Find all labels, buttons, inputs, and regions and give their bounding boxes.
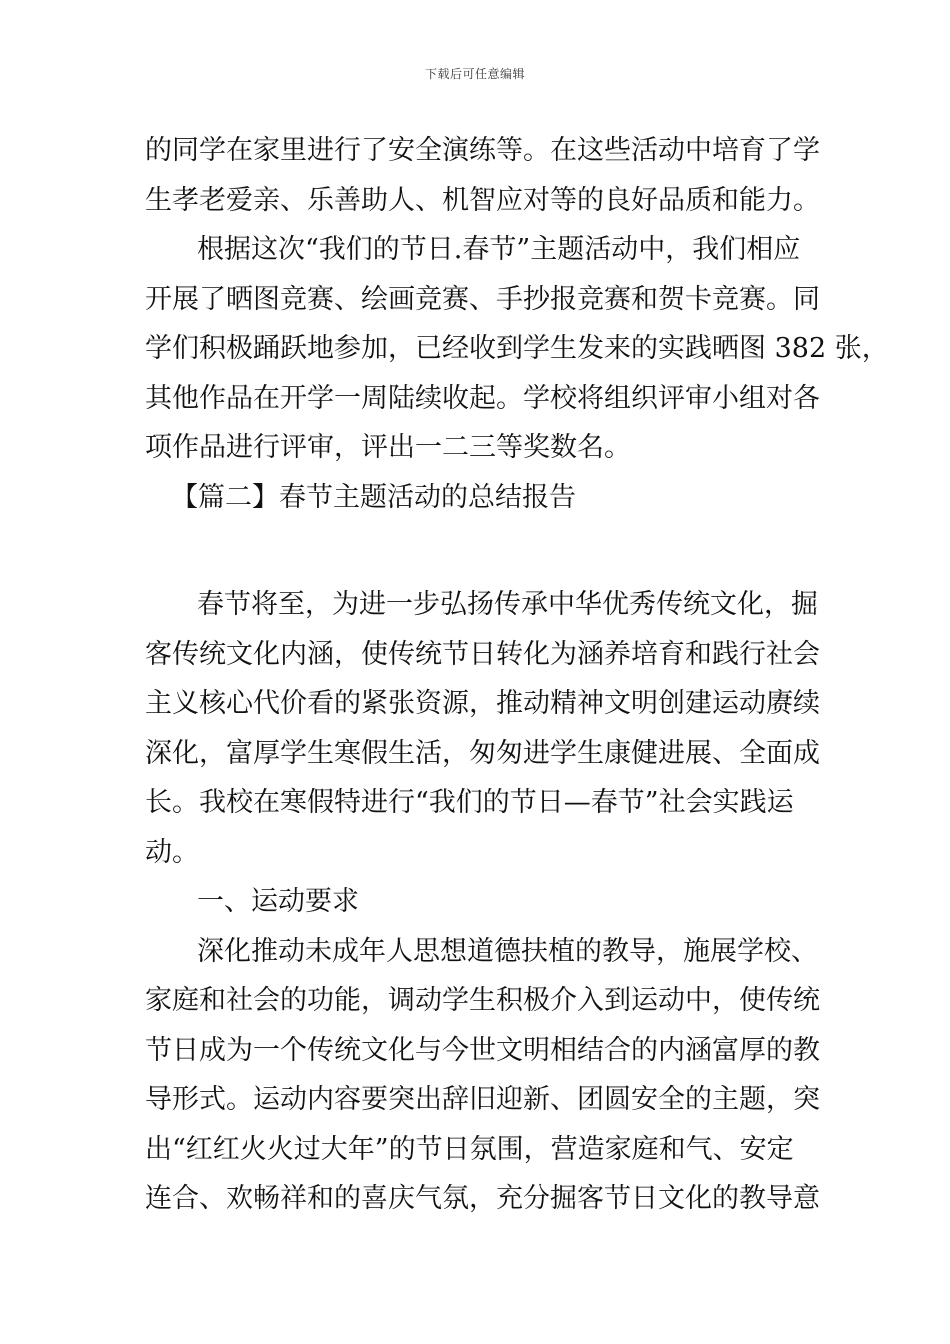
paragraph-line: 主义核心代价看的紧张资源，推动精神文明创建运动赓续	[145, 688, 820, 719]
paragraph-line: 客传统文化内涵，使传统节日转化为涵养培育和践行社会	[145, 638, 820, 670]
page-header-note: 下载后可任意编辑	[424, 67, 525, 81]
blank-space	[145, 522, 810, 580]
paragraph-line: 深化，富厚学生寒假生活，匆匆进学生康健进展、全面成	[145, 737, 820, 769]
paragraph-line: 的同学在家里进行了安全演练等。在这些活动中培育了学	[145, 135, 820, 166]
paragraph-line: 深化推动未成年人思想道德扶植的教导，施展学校、	[197, 935, 818, 967]
paragraph-line: 家庭和社会的功能，调动学生积极介入到运动中，使传统	[145, 985, 820, 1016]
paragraph-line: 出“红红火火过大年”的节日氛围，营造家庭和气、安定	[145, 1133, 794, 1165]
paragraph-line: 连合、欢畅祥和的喜庆气氛，充分掘客节日文化的教导意	[145, 1183, 820, 1214]
paragraph-line: 开展了晒图竞赛、绘画竞赛、手抄报竞赛和贺卡竞赛。同	[145, 283, 820, 315]
subsection-heading: 一、运动要求	[197, 886, 359, 917]
section-heading: 【篇二】春节主题活动的总结报告	[171, 481, 576, 513]
paragraph-line: 其他作品在开学一周陆续收起。学校将组织评审小组对各	[145, 382, 820, 414]
paragraph-line: 导形式。运动内容要突出辞旧迎新、团圆安全的主题，突	[145, 1084, 820, 1115]
paragraph-line: 生孝老爱亲、乐善助人、机智应对等的良好品质和能力。	[145, 184, 820, 216]
document-body	[145, 126, 889, 1224]
paragraph-line: 动。	[145, 836, 199, 868]
paragraph-line: 学们积极踊跃地参加，已经收到学生发来的实践晒图 382 张，	[145, 333, 889, 364]
paragraph-line: 长。我校在寒假特进行“我们的节日—春节”社会实践运	[145, 787, 794, 818]
paragraph-line: 节日成为一个传统文化与今世文明相结合的内涵富厚的教	[145, 1034, 820, 1066]
paragraph-line: 春节将至，为进一步弘扬传承中华优秀传统文化，掘	[197, 589, 818, 620]
paragraph-line: 项作品进行评审，评出一二三等奖数名。	[145, 432, 631, 463]
paragraph-line: 根据这次“我们的节日.春节”主题活动中，我们相应	[197, 234, 801, 265]
